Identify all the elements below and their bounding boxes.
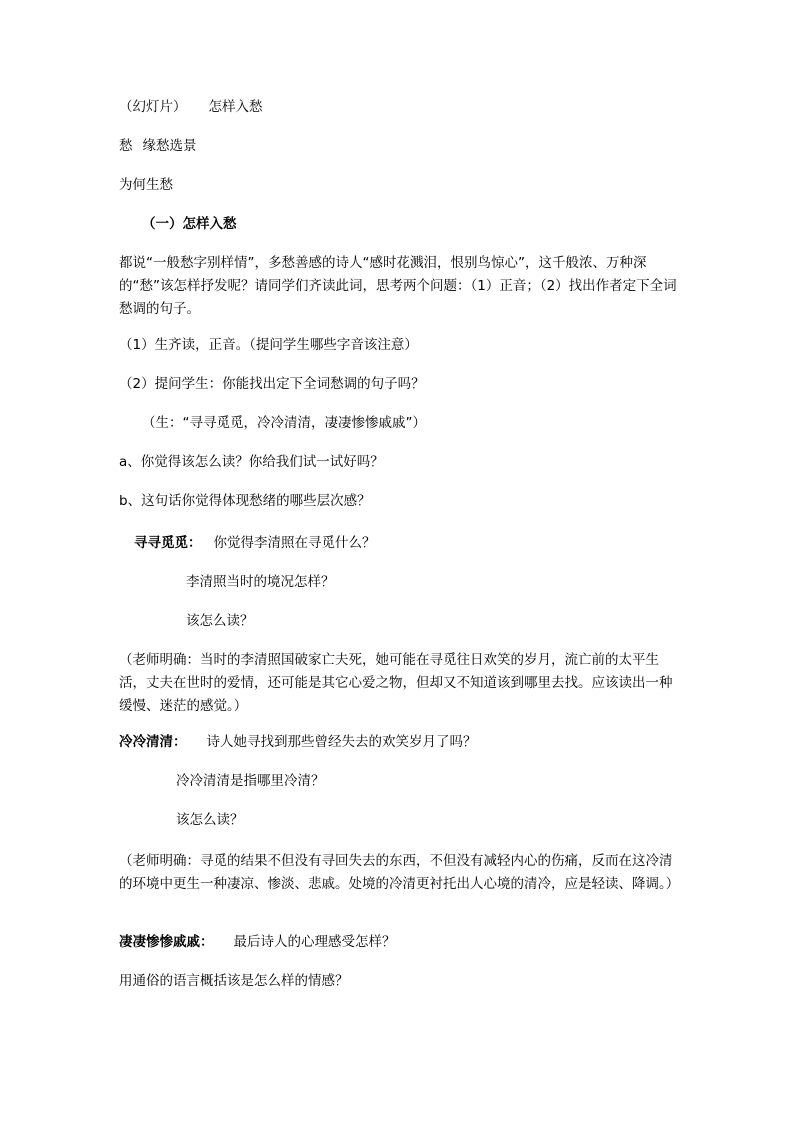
phrase-1-question-3: 该怎么读？ [186, 613, 254, 629]
phrase-1-question-1: 你觉得李清照在寻觅什么？ [213, 535, 376, 551]
phrase-2-line [119, 731, 679, 754]
outline-item-2: 为何生愁 [119, 177, 173, 193]
phrase-1-label: 寻寻觅觅： [134, 535, 202, 551]
phrase-3-line [119, 931, 679, 954]
phrase-1-teacher-note: （老师明确：当时的李清照国破家亡夫死，她可能在寻觅往日欢笑的岁月，流亡前的太平生活，丈夫在世时的爱情，还可能是其它心爱之物，但却又不知道该到哪里去找。应该读出一种缓慢、迷茫的感觉。） [119, 652, 673, 714]
question-b: b、这句话你觉得体现愁绪的哪些层次感？ [119, 493, 371, 509]
outline-item-1: 缘愁选景 [142, 138, 197, 154]
student-answer: （生：“寻寻觅觅，冷冷清清，凄凄惨惨戚戚”） [142, 415, 426, 431]
step-1: （1）生齐读，正音。（提问学生哪些字音该注意） [119, 337, 418, 353]
section-heading: （一）怎样入愁 [142, 216, 237, 232]
intro-paragraph: 都说“一般愁字别样情”，多愁善感的诗人“感时花溅泪，恨别鸟惊心”，这千般浓、万种深的“愁”该怎样抒发呢？请同学们齐读此词，思考两个问题：（1）正音；（2）找出作者定下全词愁调的句子。 [119, 255, 677, 317]
slide-line [119, 96, 679, 119]
phrase-2-question-2: 冷冷清清是指哪里冷清？ [176, 773, 325, 789]
phrase-2-question-1: 诗人她寻找到那些曾经失去的欢笑岁月了吗？ [206, 734, 477, 750]
slide-label: （幻灯片） [119, 99, 187, 115]
question-a: a、你觉得该怎么读？你给我们试一试好吗？ [119, 454, 384, 470]
phrase-2-teacher-note: （老师明确：寻觅的结果不但没有寻回失去的东西，不但没有减轻内心的伤痛，反而在这冷清的环境中更生一种凄凉、惨淡、悲戚。处境的冷清更衬托出人心境的清冷，应是轻读、降调。） [119, 853, 680, 892]
step-2: （2）提问学生：你能找出定下全词愁调的句子吗？ [119, 376, 425, 392]
phrase-3-question-1: 最后诗人的心理感受怎样？ [233, 934, 396, 950]
closing-question: 用通俗的语言概括该是怎么样的情感？ [119, 973, 349, 989]
outline-word: 愁 [119, 138, 133, 154]
phrase-3-label: 凄凄惨惨戚戚： [119, 934, 214, 950]
phrase-1-question-2: 李清照当时的境况怎样？ [186, 574, 335, 590]
phrase-2-question-3: 该怎么读？ [176, 812, 244, 828]
phrase-2-label: 冷冷清清： [119, 734, 187, 750]
outline-line-1 [119, 135, 679, 158]
phrase-1-line [134, 532, 694, 555]
slide-title: 怎样入愁 [208, 99, 263, 115]
